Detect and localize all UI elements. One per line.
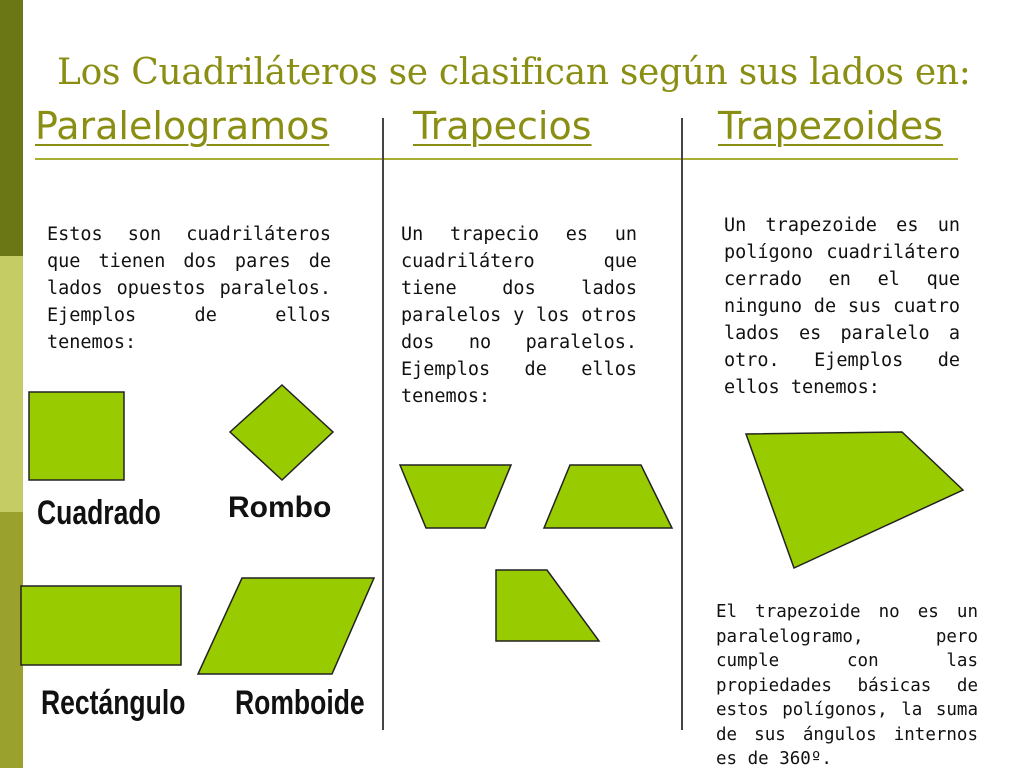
- cuadrado-shape: [29, 392, 124, 480]
- paralelogramos-description: Estos son cuadriláteros que tienen dos pares de lados opuestos paralelos. Ejemplos de ellos tenemos:: [47, 224, 331, 353]
- trapecios-description: Un trapecio es un cuadrilátero que tiene dos lados paralelos y los otros dos no paralelos. Ejemplos de ellos tenemos:: [401, 224, 637, 407]
- rectangulo-shape: [21, 586, 181, 665]
- trapezoide-shape: [746, 432, 963, 568]
- trapecio-rectangulo-shape: [496, 570, 599, 641]
- label-rombo: Rombo: [228, 491, 332, 524]
- heading-paralelogramos: Paralelogramos: [35, 104, 330, 148]
- trapecio-isosceles-inverted-shape: [400, 465, 511, 528]
- rombo-shape: [230, 385, 333, 480]
- heading-trapecios: Trapecios: [413, 104, 592, 148]
- romboide-shape: [198, 578, 374, 674]
- trapecio-isosceles-shape: [544, 465, 672, 528]
- trapezoide-note: El trapezoide no es un paralelogramo, pero cumple con las propiedades básicas de estos polígonos, la suma de sus ángulos internos es de 360º.: [716, 602, 978, 769]
- heading-trapezoides: Trapezoides: [718, 104, 944, 148]
- label-cuadrado: Cuadrado: [37, 494, 161, 532]
- label-rectangulo: Rectángulo: [41, 684, 186, 722]
- label-romboide: Romboide: [235, 684, 365, 722]
- trapezoides-description: Un trapezoide es un polígono cuadrilátero cerrado en el que ninguno de sus cuatro lados es paralelo a otro. Ejemplos de ellos tenemos:: [724, 215, 960, 398]
- slide-title: Los Cuadriláteros se clasifican según sus lados en:: [57, 52, 971, 93]
